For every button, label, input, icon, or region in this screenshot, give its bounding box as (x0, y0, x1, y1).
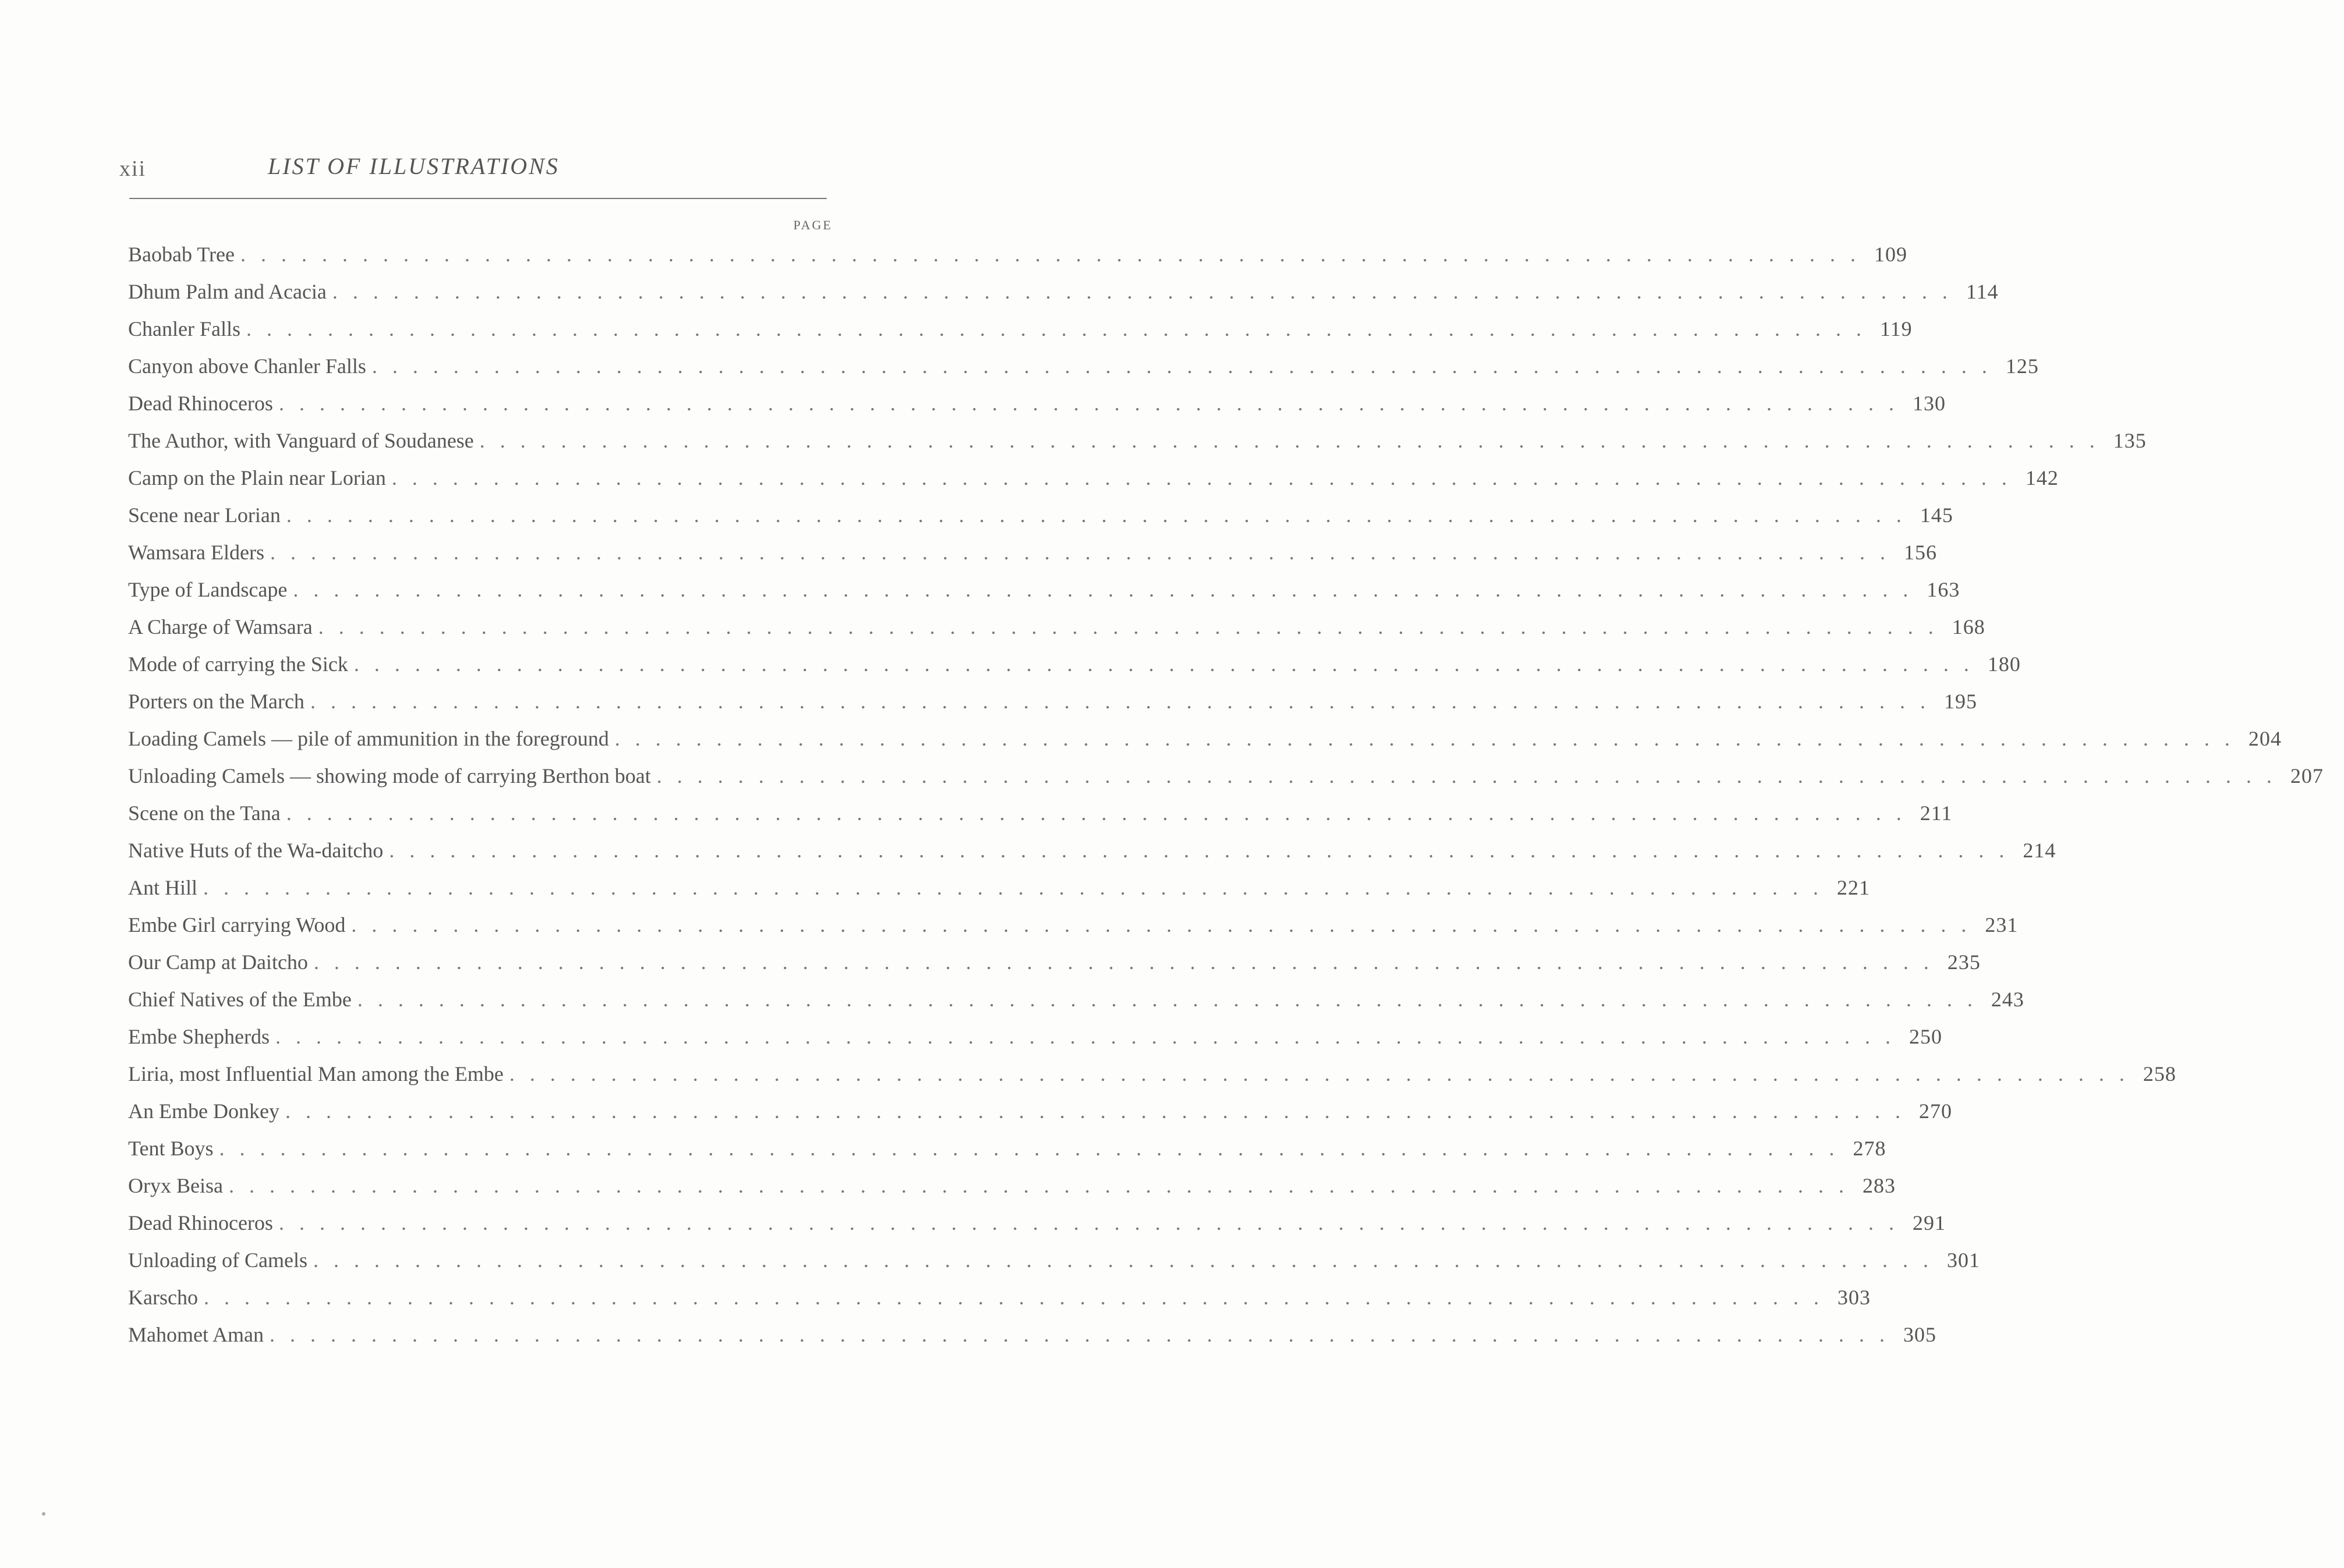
list-item (128, 832, 2056, 869)
dot-leader: ................................................................................ (203, 876, 1834, 899)
illustration-title: Mahomet Aman (128, 1323, 264, 1346)
dot-leader: ................................................................................ (310, 690, 1941, 713)
dot-leader: ................................................................................ (286, 801, 1917, 825)
list-item (128, 794, 1953, 832)
illustration-page: 109 (1874, 243, 1907, 266)
illustration-title: Tent Boys (128, 1137, 214, 1160)
illustration-page: 168 (1952, 615, 1985, 638)
list-item (128, 534, 1937, 571)
dot-leader: ................................................................................ (246, 317, 1876, 340)
list-item (128, 273, 1999, 310)
illustration-title: Scene near Lorian (128, 503, 281, 527)
illustration-page: 114 (1966, 280, 1999, 303)
list-item (128, 645, 2021, 683)
illustration-page: 119 (1879, 317, 1913, 340)
illustration-title: Liria, most Influential Man among the Embe (128, 1062, 504, 1085)
illustration-page: 156 (1904, 541, 1937, 564)
illustration-page: 180 (1987, 652, 2021, 676)
list-item (128, 981, 2024, 1018)
illustration-title: Baobab Tree (128, 243, 235, 266)
list-item (128, 422, 2147, 459)
list-item (128, 683, 1977, 720)
illustration-title: Karscho (128, 1286, 198, 1309)
illustration-page: 231 (1985, 913, 2019, 936)
dot-leader: ................................................................................ (318, 615, 1949, 638)
list-item (128, 1130, 1886, 1167)
illustration-title: Wamsara Elders (128, 541, 264, 564)
dot-leader: ................................................................................ (391, 466, 2022, 489)
illustrations-list (128, 236, 2324, 1353)
dot-leader: ................................................................................ (357, 988, 1988, 1011)
illustration-page: 235 (1947, 950, 1981, 974)
dot-leader: ................................................................................ (240, 243, 1871, 266)
illustration-page: 195 (1943, 690, 1977, 713)
list-item (128, 1055, 2176, 1092)
illustration-page: 291 (1912, 1211, 1946, 1234)
list-item (128, 1204, 1946, 1241)
illustration-title: Canyon above Chanler Falls (128, 354, 366, 378)
illustration-title: Ant Hill (128, 876, 198, 899)
illustration-title: Our Camp at Daitcho (128, 950, 308, 974)
illustration-title: Embe Shepherds (128, 1025, 270, 1048)
dot-leader: ................................................................................ (313, 950, 1944, 974)
dot-leader: ................................................................................ (656, 764, 2287, 787)
illustration-title: The Author, with Vanguard of Soudanese (128, 429, 474, 452)
list-item (128, 608, 1985, 645)
list-item (128, 720, 2282, 757)
illustration-page: 301 (1946, 1248, 1980, 1272)
dot-leader: ................................................................................ (293, 578, 1924, 601)
illustration-title: Dead Rhinoceros (128, 1211, 273, 1234)
dot-leader: ................................................................................ (275, 1025, 1906, 1048)
dot-leader: ................................................................................ (270, 541, 1900, 564)
stray-mark (42, 1512, 45, 1516)
illustration-title: An Embe Donkey (128, 1099, 279, 1123)
illustration-title: Embe Girl carrying Wood (128, 913, 346, 936)
list-item (128, 459, 2059, 496)
dot-leader: ................................................................................ (479, 429, 2110, 452)
illustration-page: 125 (2005, 354, 2039, 378)
illustration-page: 250 (1909, 1025, 1942, 1048)
list-item (128, 1241, 1980, 1279)
illustration-title: Type of Landscape (128, 578, 288, 601)
dot-leader: ................................................................................ (332, 280, 1963, 303)
running-title: LIST OF ILLUSTRATIONS (268, 153, 560, 179)
illustration-title: Mode of carrying the Sick (128, 652, 348, 676)
illustration-title: Chief Natives of the Embe (128, 988, 352, 1011)
illustration-page: 163 (1927, 578, 1960, 601)
illustration-page: 207 (2290, 764, 2324, 787)
dot-leader: ................................................................................ (389, 839, 2020, 862)
illustration-title: Dhum Palm and Acacia (128, 280, 327, 303)
list-item (128, 236, 1907, 273)
list-item (128, 385, 1946, 422)
illustration-page: 243 (1991, 988, 2024, 1011)
dot-leader: ................................................................................ (219, 1137, 1850, 1160)
dot-leader: ................................................................................ (351, 913, 1982, 936)
list-item (128, 757, 2324, 794)
dot-leader: ................................................................................ (228, 1174, 1859, 1197)
list-item (128, 869, 1871, 906)
illustration-page: 145 (1920, 503, 1953, 527)
illustration-page: 135 (2113, 429, 2147, 452)
illustration-page: 204 (2248, 727, 2282, 750)
dot-leader: ................................................................................ (285, 1099, 1915, 1123)
dot-leader: ................................................................................ (278, 392, 1909, 415)
list-item (128, 496, 1953, 534)
illustration-title: A Charge of Wamsara (128, 615, 313, 638)
illustration-title: Unloading of Camels (128, 1248, 307, 1272)
dot-leader: ................................................................................ (278, 1211, 1909, 1234)
list-item (128, 1018, 1942, 1055)
dot-leader: ................................................................................ (614, 727, 2245, 750)
illustration-page: 221 (1837, 876, 1871, 899)
illustration-title: Scene on the Tana (128, 801, 281, 825)
illustration-title: Dead Rhinoceros (128, 392, 273, 415)
illustration-page: 270 (1918, 1099, 1952, 1123)
list-item (128, 1092, 1952, 1130)
page-column-label: PAGE (793, 218, 833, 232)
illustration-page: 303 (1837, 1286, 1871, 1309)
page-number: xii (119, 157, 147, 181)
list-item (128, 1316, 1936, 1353)
illustration-page: 305 (1903, 1323, 1936, 1346)
illustration-title: Camp on the Plain near Lorian (128, 466, 386, 489)
illustration-page: 211 (1920, 801, 1953, 825)
dot-leader: ................................................................................ (286, 503, 1917, 527)
dot-leader: ................................................................................ (371, 354, 2002, 378)
illustration-page: 214 (2023, 839, 2056, 862)
list-item (128, 571, 1960, 608)
illustration-title: Loading Camels — pile of ammunition in the foreground (128, 727, 609, 750)
header-rule (129, 198, 827, 199)
illustration-title: Porters on the March (128, 690, 304, 713)
illustration-title: Unloading Camels — showing mode of carrying Berthon boat (128, 764, 651, 787)
list-item (128, 1167, 1896, 1204)
illustration-page: 258 (2143, 1062, 2176, 1085)
dot-leader: ................................................................................ (509, 1062, 2140, 1085)
list-item (128, 943, 1981, 981)
illustration-page: 278 (1853, 1137, 1886, 1160)
list-item (128, 347, 2039, 385)
illustration-page: 130 (1912, 392, 1946, 415)
illustration-page: 283 (1862, 1174, 1896, 1197)
dot-leader: ................................................................................ (203, 1286, 1834, 1309)
illustration-page: 142 (2025, 466, 2059, 489)
dot-leader: ................................................................................ (269, 1323, 1900, 1346)
dot-leader: ................................................................................ (353, 652, 1984, 676)
list-item (128, 906, 2019, 943)
illustration-title: Chanler Falls (128, 317, 240, 340)
list-item (128, 310, 1913, 347)
dot-leader: ................................................................................ (313, 1248, 1943, 1272)
list-item (128, 1279, 1871, 1316)
illustration-title: Native Huts of the Wa-daitcho (128, 839, 384, 862)
illustration-title: Oryx Beisa (128, 1174, 223, 1197)
